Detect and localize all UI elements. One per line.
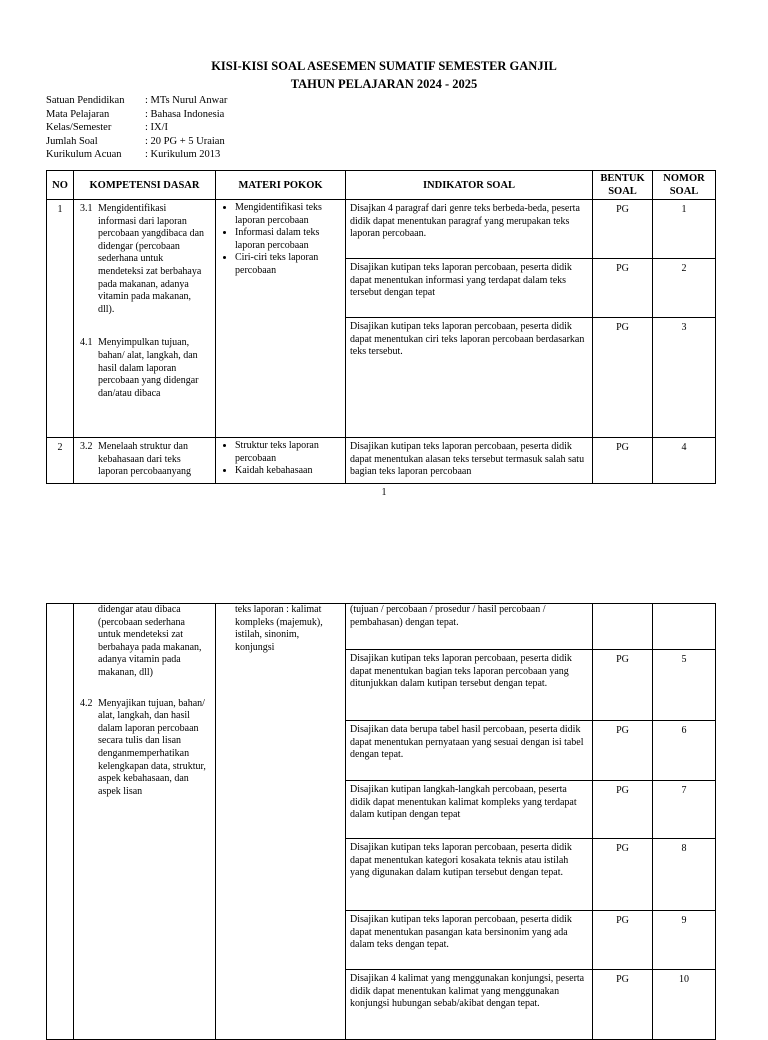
materi-item: • Mengidentifikasi teks laporan percobaan [235, 202, 341, 227]
table-header-row [47, 171, 716, 200]
row-number-empty [47, 604, 74, 1040]
table-row [47, 604, 716, 650]
kisi-table-page1 [46, 170, 716, 484]
header-indikator-soal: INDIKATOR SOAL [346, 171, 593, 200]
materi-pokok-cell [216, 604, 346, 1040]
info-value: : 20 PG + 5 Uraian [145, 135, 225, 147]
table-row [47, 200, 716, 259]
header-nomor-soal: NOMOR SOAL [653, 171, 716, 200]
bentuk-soal-cell: PG [593, 721, 653, 781]
nomor-soal-cell: 10 [653, 970, 716, 1040]
bentuk-soal-cell: PG [593, 438, 653, 484]
bentuk-soal-cell: PG [593, 200, 653, 259]
materi-item: • Informasi dalam teks laporan percobaan [235, 227, 341, 252]
kd-number: 3.1 [80, 203, 93, 214]
info-row [46, 121, 227, 135]
materi-item: • Kaidah kebahasaan [235, 465, 341, 478]
info-label: Mata Pelajaran [46, 108, 110, 120]
kd-text: Menyimpulkan tujuan, bahan/ alat, langkah, dan hasil dalam laporan percobaan yang didengar dan/atau dibaca [98, 337, 199, 399]
indikator-cell: Disajikan kutipan teks laporan percobaan, peserta didik dapat menentukan informasi yang terdapat dalam teks tersebut dengan tepat [346, 259, 593, 318]
info-row [46, 148, 227, 162]
indikator-cell: Disajkan 4 paragraf dari genre teks berbeda-beda, peserta didik dapat menentukan paragraf yang merupakan teks laporan percobaan. [346, 200, 593, 259]
page-number: 1 [381, 487, 387, 498]
identity-block [46, 94, 227, 162]
indikator-cell: (tujuan / percobaan / prosedur / hasil percobaan / pembahasan) dengan tepat. [346, 604, 593, 650]
row-number: 1 [47, 200, 74, 438]
info-label: Satuan Pendidikan [46, 95, 125, 106]
kd-number: 4.1 [80, 337, 93, 349]
info-value: : IX/I [145, 122, 169, 134]
bentuk-soal-cell: PG [593, 259, 653, 318]
kd-number: 3.2 [80, 441, 93, 452]
row-number: 2 [47, 438, 74, 484]
bentuk-soal-cell: PG [593, 911, 653, 970]
materi-pokok-cell [216, 200, 346, 438]
info-label: Jumlah Soal [46, 135, 98, 147]
bentuk-soal-cell: PG [593, 650, 653, 721]
materi-item: teks laporan : kalimat kompleks (majemuk), istilah, sinonim, konjungsi [235, 604, 323, 653]
nomor-soal-cell: 8 [653, 839, 716, 911]
indikator-cell: Disajikan kutipan teks laporan percobaan, peserta didik dapat menentukan ciri teks laporan percobaan berdasarkan teks tersebut. [346, 318, 593, 438]
indikator-cell: Disajikan kutipan teks laporan percobaan, peserta didik dapat menentukan alasan teks tersebut termasuk salah satu bagian teks laporan percobaan [346, 438, 593, 484]
nomor-soal-cell: 7 [653, 781, 716, 839]
materi-item: • Ciri-ciri teks laporan percobaan [235, 252, 341, 277]
doc-subtitle: TAHUN PELAJARAN 2024 - 2025 [290, 77, 478, 91]
nomor-soal-cell: 4 [653, 438, 716, 484]
info-value: : MTs Nurul Anwar [145, 95, 228, 106]
nomor-soal-cell: 9 [653, 911, 716, 970]
kd-text: Mengidentifikasi informasi dari laporan percobaan yangdibaca dan didengar (percobaan sederhana untuk mendeteksi zat berbahaya pada makanan, adanya vitamin pada makanan, dll). [98, 203, 205, 315]
info-label: Kurikulum Acuan [46, 149, 122, 161]
kompetensi-dasar-cell [74, 604, 216, 1040]
indikator-cell: Disajikan data berupa tabel hasil percobaan, peserta didik dapat menentukan pernyataan yang sesuai dengan isi tabel dengan tepat. [346, 721, 593, 781]
bentuk-soal-cell: PG [593, 970, 653, 1040]
indikator-cell: Disajikan kutipan teks laporan percobaan, peserta didik dapat menentukan pasangan kata bersinonim yang ada dalam teks dengan tepat. [346, 911, 593, 970]
kd-text: didengar atau dibaca (percobaan sederhana untuk mendeteksi zat berbahaya pada makanan, adanya vitamin pada makanan, dll) [98, 604, 202, 678]
nomor-soal-cell: 6 [653, 721, 716, 781]
bentuk-soal-cell: PG [593, 318, 653, 438]
indikator-cell: Disajikan kutipan teks laporan percobaan, peserta didik dapat menentukan kategori kosakata teknis atau istilah yang digunakan dalam kutipan tersebut dengan tepat. [346, 839, 593, 911]
info-row [46, 135, 227, 149]
kompetensi-dasar-cell [74, 200, 216, 438]
kisi-table-page2 [46, 603, 716, 1040]
header-materi-pokok: MATERI POKOK [216, 171, 346, 200]
nomor-soal-cell: 5 [653, 650, 716, 721]
info-row [46, 94, 227, 108]
nomor-soal-cell [653, 604, 716, 650]
nomor-soal-cell: 1 [653, 200, 716, 259]
kd-text: Menelaah struktur dan kebahasaan dari teks laporan percobaanyang [98, 441, 192, 478]
materi-pokok-cell [216, 438, 346, 484]
nomor-soal-cell: 2 [653, 259, 716, 318]
header-bentuk-soal: BENTUK SOAL [593, 171, 653, 200]
info-row [46, 108, 227, 122]
materi-item: • Struktur teks laporan percobaan [235, 440, 341, 465]
table-row [47, 438, 716, 484]
bentuk-soal-cell: PG [593, 781, 653, 839]
bentuk-soal-cell [593, 604, 653, 650]
nomor-soal-cell: 3 [653, 318, 716, 438]
info-value: : Kurikulum 2013 [145, 149, 221, 161]
info-value: : Bahasa Indonesia [145, 108, 225, 120]
indikator-cell: Disajikan kutipan teks laporan percobaan, peserta didik dapat menentukan bagian teks laporan percobaan yang ditunjukkan dalam kutipan tersebut dengan tepat. [346, 650, 593, 721]
kompetensi-dasar-cell [74, 438, 216, 484]
header-no: NO [47, 171, 74, 200]
bentuk-soal-cell: PG [593, 839, 653, 911]
kd-number: 4.2 [80, 697, 93, 709]
kd-text: Menyajikan tujuan, bahan/ alat, langkah, dan hasil dalam laporan percobaan secara tulis dan lisan denganmemperhatikan kelengkapan data, struktur, aspek kebahasaan, dan aspek lisan [98, 697, 206, 797]
indikator-cell: Disajikan kutipan langkah-langkah percobaan, peserta didik dapat menentukan kalimat kompleks yang terdapat dalam kutipan dengan tepat [346, 781, 593, 839]
info-label: Kelas/Semester [46, 122, 112, 134]
indikator-cell: Disajikan 4 kalimat yang menggunakan konjungsi, peserta didik dapat menentukan kalimat yang menggunakan konjungsi hubungan sebab/akibat dengan tepat. [346, 970, 593, 1040]
doc-title: KISI-KISI SOAL ASESEMEN SUMATIF SEMESTER GANJIL [211, 59, 557, 73]
header-kompetensi-dasar: KOMPETENSI DASAR [74, 171, 216, 200]
